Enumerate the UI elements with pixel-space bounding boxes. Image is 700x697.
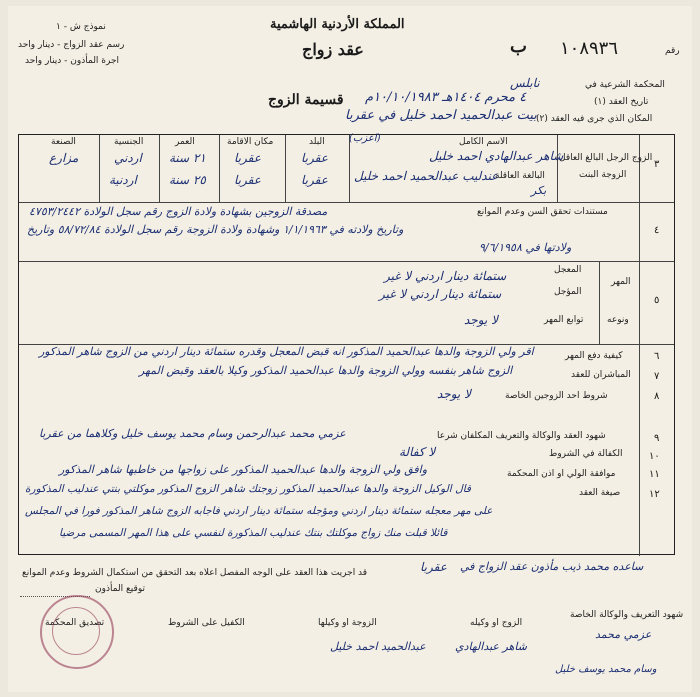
court-label: المحكمة الشرعية في <box>585 80 665 90</box>
header-fullname: الاسم الكامل <box>459 137 508 147</box>
col-guarantor: الكفيل على الشروط <box>168 618 245 628</box>
bride-status: بكر <box>531 184 547 197</box>
row8-value: لا يوجد <box>437 387 471 401</box>
muajjal2-value: ستمائة دينار اردني لا غير <box>379 287 502 301</box>
row11-number: ١١ <box>649 469 660 480</box>
mathoon-fee: اجرة المأذون - دينار واحد <box>25 56 120 66</box>
footer-note1-place: عقربا <box>420 560 447 574</box>
bride-name: عندليب عبدالحميد احمد خليل <box>354 169 499 183</box>
col-court: تصديق المحكمة <box>45 618 105 628</box>
groom-town: عقربا <box>301 151 328 165</box>
footer-note2: قد اجريت هذا العقد على الوجه المفصل اعلاه بعد التحقق من استكمال الشروط وعدم الموانع <box>22 568 368 578</box>
groom-signature: شاهر عبدالهادي <box>455 640 527 653</box>
groom-label: الزوج الرجل البالغ العاقل <box>559 153 653 163</box>
row10-number: ١٠ <box>649 451 660 462</box>
row12-line1: قال الوكيل الزوجة والدها عبدالحميد المذكور زوجتك شاهر الزوج المذكور موكلتي بنتي عندليب المذكورة <box>25 483 471 495</box>
row12-line2: على مهر معجله ستمائة دينار اردني ومؤجله ستمائة دينار اردني فاجابه الزوج شاهر المذكور فورا في المجلس <box>25 505 493 517</box>
row10-label: الكفالة في الشروط <box>549 449 623 459</box>
tawabi-label: توابع المهر <box>544 315 584 325</box>
row12-line3: قائلا قبلت منك زواج موكلتك بنتك عندليب المذكورة لنفسي على هذا المهر المسمى مرضيا <box>59 527 448 539</box>
row7-label: المباشران للعقد <box>571 370 631 380</box>
mahr-label: المهر <box>611 277 631 287</box>
row9-value: عزمي محمد عبدالرحمن وسام محمد يوسف خليل وكلاهما من عقربا <box>39 427 346 440</box>
bride-town: عقربا <box>301 173 328 187</box>
row4-line3: ولادتها في ٩/٦/١٩٥٨ <box>479 241 572 254</box>
row12-number: ١٢ <box>649 489 660 500</box>
muajjal-value: ستمائة دينار اردني لا غير <box>384 269 507 283</box>
row12-label: صيغة العقد <box>579 488 621 498</box>
row9-label: شهود العقد والوكالة والتعريف المكلفان شرعا <box>437 431 606 441</box>
header-nationality: الجنسية <box>114 137 144 147</box>
groom-share-label: قسيمة الزوج <box>268 92 344 108</box>
row4-line2: وتاريخ ولادته في ١/١/١٩٦٣ وشهادة ولادة الزوجة رقم سجل الولادة ٥٨/٧٢/٨٤ وتاريخ <box>27 223 404 236</box>
groom-nationality: اردني <box>114 151 142 165</box>
row8-number: ٨ <box>654 391 660 402</box>
bride-label2: البالغة العاقلة <box>495 171 545 181</box>
row11-value: وافق ولي الزوجة والدها عبدالحميد المذكور على زواجها من خاطبها شاهر المذكور <box>59 463 428 476</box>
naw-label: ونوعه <box>607 315 629 325</box>
row7-number: ٧ <box>654 371 660 382</box>
row10-value: لا كفالة <box>399 445 436 459</box>
serial-letter: ب <box>510 36 527 57</box>
witness2-signature: وسام محمد يوسف خليل <box>555 664 657 675</box>
row3-number: ٣ <box>654 159 660 170</box>
kingdom-title: المملكة الأردنية الهاشمية <box>270 17 405 32</box>
serial-prefix: رقم <box>665 46 680 56</box>
row4-line1: مصدقة الزوجين بشهادة ولادة الزوج رقم سجل الولادة ٤٧٥٣/٢٤٤٢ <box>29 205 328 218</box>
muajjal2-label: المؤجل <box>554 287 582 297</box>
witness1-signature: عزمي محمد <box>595 628 652 641</box>
form-number: نموذج ش - ١ <box>56 22 106 32</box>
header-age: العمر <box>175 137 195 147</box>
col-witness: شهود التعريف والوكالة الخاصة <box>570 610 684 620</box>
row11-label: موافقة الولي او اذن المحكمة <box>507 469 616 479</box>
document-title: عقد زواج <box>302 40 364 59</box>
row8-label: شروط احد الزوجين الخاصة <box>505 391 608 401</box>
bride-label: الزوجة البنت <box>579 170 627 180</box>
row4-number: ٤ <box>654 225 660 236</box>
row9-number: ٩ <box>654 433 660 444</box>
row5-number: ٥ <box>654 295 660 306</box>
line2-label: (٢) المكان الذي جرى فيه العقد <box>536 114 653 124</box>
col-bride: الزوجة او وكيلها <box>318 618 377 628</box>
header-residence: مكان الاقامة <box>227 137 274 147</box>
court-stamp-inner <box>52 607 100 655</box>
contract-fee: رسم عقد الزواج - دينار واحد <box>18 40 125 50</box>
court-value: نابلس <box>510 76 540 90</box>
col-groom: الزوج او وكيله <box>470 618 523 628</box>
mathoon-signature-label: توقيع المأذون <box>95 584 145 594</box>
contract-date-value: ٤ محرم ١٤٠٤هـ ١٠/١٠/١٩٨٣م <box>365 90 527 105</box>
row4-label: مستندات تحقق السن وعدم الموانع <box>477 207 608 217</box>
row6-value: اقر ولي الزوجة والدها عبدالحميد المذكور انه قبض المعجل وقدره ستمائة دينار اردني من الزوج شاهر المذكور <box>39 345 534 358</box>
groom-residence: عقربا <box>234 151 261 165</box>
header-job: الصنعة <box>51 137 76 147</box>
header-town: البلد <box>309 137 325 147</box>
serial-number: ١٠٨٩٣٦ <box>560 38 619 59</box>
bride-nationality: اردنية <box>109 173 137 187</box>
bride-age: ٢٥ سنة <box>169 173 206 187</box>
groom-job: مزارع <box>49 151 79 165</box>
footer-note1: ساعده محمد ذيب مأذون عقد الزواج في <box>460 560 644 573</box>
tawabi-value: لا يوجد <box>464 313 498 327</box>
bride-residence: عقربا <box>234 173 261 187</box>
groom-age: ٢١ سنة <box>169 151 206 165</box>
contract-place-value: بيت عبدالحميد احمد خليل في عقربا <box>345 108 537 123</box>
bride-note: (اعزب) <box>349 133 381 144</box>
row6-number: ٦ <box>654 351 660 362</box>
row6-label: كيفية دفع المهر <box>565 351 623 361</box>
bride-guardian-signature: عبدالحميد احمد خليل <box>330 640 426 653</box>
row7-value: الزوج شاهر بنفسه وولي الزوجة والدها عبدالحميد المذكور وكيلا بالعقد وقبض المهر <box>139 364 513 377</box>
contract-table <box>18 134 675 555</box>
muajjal-label: المعجل <box>554 265 582 275</box>
line1-label: (١) تاريخ العقد <box>594 97 649 107</box>
groom-name: شاهر عبدالهادي احمد خليل <box>429 149 564 163</box>
